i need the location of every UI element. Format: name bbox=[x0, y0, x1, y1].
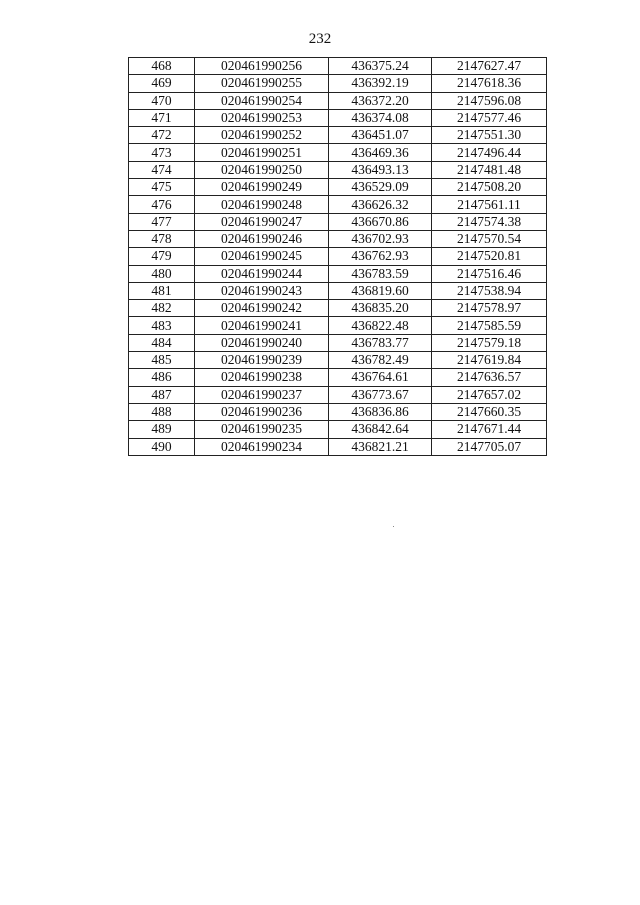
point-number-cell: 484 bbox=[129, 334, 195, 351]
point-id-cell: 020461990245 bbox=[195, 248, 329, 265]
point-number-cell: 471 bbox=[129, 109, 195, 126]
table-row bbox=[129, 386, 547, 403]
x-coordinate-cell: 436762.93 bbox=[329, 248, 432, 265]
point-id-cell: 020461990241 bbox=[195, 317, 329, 334]
x-coordinate-cell: 436670.86 bbox=[329, 213, 432, 230]
table-row bbox=[129, 438, 547, 455]
y-coordinate-cell: 2147578.97 bbox=[432, 300, 547, 317]
y-coordinate-cell: 2147570.54 bbox=[432, 230, 547, 247]
table-row bbox=[129, 282, 547, 299]
page-number: 232 bbox=[308, 31, 332, 47]
point-number-cell: 478 bbox=[129, 230, 195, 247]
point-id-cell: 020461990254 bbox=[195, 92, 329, 109]
point-number-cell: 474 bbox=[129, 161, 195, 178]
x-coordinate-cell: 436493.13 bbox=[329, 161, 432, 178]
table-row bbox=[129, 75, 547, 92]
point-id-cell: 020461990248 bbox=[195, 196, 329, 213]
point-id-cell: 020461990253 bbox=[195, 109, 329, 126]
point-number-cell: 470 bbox=[129, 92, 195, 109]
table-row bbox=[129, 213, 547, 230]
y-coordinate-cell: 2147618.36 bbox=[432, 75, 547, 92]
point-number-cell: 485 bbox=[129, 352, 195, 369]
point-id-cell: 020461990249 bbox=[195, 179, 329, 196]
point-id-cell: 020461990243 bbox=[195, 282, 329, 299]
point-id-cell: 020461990246 bbox=[195, 230, 329, 247]
y-coordinate-cell: 2147561.11 bbox=[432, 196, 547, 213]
point-id-cell: 020461990239 bbox=[195, 352, 329, 369]
coordinates-table-body bbox=[129, 58, 547, 456]
y-coordinate-cell: 2147508.20 bbox=[432, 179, 547, 196]
y-coordinate-cell: 2147596.08 bbox=[432, 92, 547, 109]
point-id-cell: 020461990244 bbox=[195, 265, 329, 282]
point-number-cell: 469 bbox=[129, 75, 195, 92]
x-coordinate-cell: 436822.48 bbox=[329, 317, 432, 334]
y-coordinate-cell: 2147574.38 bbox=[432, 213, 547, 230]
table-row bbox=[129, 317, 547, 334]
y-coordinate-cell: 2147585.59 bbox=[432, 317, 547, 334]
point-id-cell: 020461990252 bbox=[195, 127, 329, 144]
point-number-cell: 482 bbox=[129, 300, 195, 317]
y-coordinate-cell: 2147627.47 bbox=[432, 58, 547, 75]
table-row bbox=[129, 369, 547, 386]
point-number-cell: 476 bbox=[129, 196, 195, 213]
x-coordinate-cell: 436469.36 bbox=[329, 144, 432, 161]
x-coordinate-cell: 436836.86 bbox=[329, 403, 432, 420]
table-row bbox=[129, 127, 547, 144]
point-id-cell: 020461990240 bbox=[195, 334, 329, 351]
x-coordinate-cell: 436451.07 bbox=[329, 127, 432, 144]
point-number-cell: 490 bbox=[129, 438, 195, 455]
point-number-cell: 468 bbox=[129, 58, 195, 75]
y-coordinate-cell: 2147516.46 bbox=[432, 265, 547, 282]
x-coordinate-cell: 436374.08 bbox=[329, 109, 432, 126]
x-coordinate-cell: 436764.61 bbox=[329, 369, 432, 386]
x-coordinate-cell: 436821.21 bbox=[329, 438, 432, 455]
x-coordinate-cell: 436819.60 bbox=[329, 282, 432, 299]
point-id-cell: 020461990251 bbox=[195, 144, 329, 161]
point-number-cell: 472 bbox=[129, 127, 195, 144]
x-coordinate-cell: 436529.09 bbox=[329, 179, 432, 196]
coordinates-table bbox=[128, 57, 547, 456]
point-number-cell: 486 bbox=[129, 369, 195, 386]
point-number-cell: 477 bbox=[129, 213, 195, 230]
table-row bbox=[129, 421, 547, 438]
table-row bbox=[129, 109, 547, 126]
table-row bbox=[129, 352, 547, 369]
table-row bbox=[129, 58, 547, 75]
y-coordinate-cell: 2147636.57 bbox=[432, 369, 547, 386]
point-id-cell: 020461990256 bbox=[195, 58, 329, 75]
point-number-cell: 483 bbox=[129, 317, 195, 334]
x-coordinate-cell: 436783.77 bbox=[329, 334, 432, 351]
point-number-cell: 487 bbox=[129, 386, 195, 403]
point-number-cell: 475 bbox=[129, 179, 195, 196]
point-number-cell: 489 bbox=[129, 421, 195, 438]
table-row bbox=[129, 161, 547, 178]
table-row bbox=[129, 179, 547, 196]
point-id-cell: 020461990247 bbox=[195, 213, 329, 230]
y-coordinate-cell: 2147577.46 bbox=[432, 109, 547, 126]
y-coordinate-cell: 2147619.84 bbox=[432, 352, 547, 369]
y-coordinate-cell: 2147496.44 bbox=[432, 144, 547, 161]
y-coordinate-cell: 2147520.81 bbox=[432, 248, 547, 265]
point-number-cell: 488 bbox=[129, 403, 195, 420]
x-coordinate-cell: 436773.67 bbox=[329, 386, 432, 403]
scan-speck bbox=[393, 526, 394, 527]
x-coordinate-cell: 436783.59 bbox=[329, 265, 432, 282]
y-coordinate-cell: 2147660.35 bbox=[432, 403, 547, 420]
x-coordinate-cell: 436842.64 bbox=[329, 421, 432, 438]
table-row bbox=[129, 92, 547, 109]
x-coordinate-cell: 436702.93 bbox=[329, 230, 432, 247]
table-row bbox=[129, 265, 547, 282]
table-row bbox=[129, 196, 547, 213]
point-number-cell: 480 bbox=[129, 265, 195, 282]
x-coordinate-cell: 436375.24 bbox=[329, 58, 432, 75]
table-row bbox=[129, 334, 547, 351]
point-number-cell: 481 bbox=[129, 282, 195, 299]
x-coordinate-cell: 436392.19 bbox=[329, 75, 432, 92]
point-id-cell: 020461990236 bbox=[195, 403, 329, 420]
table-row bbox=[129, 144, 547, 161]
table-row bbox=[129, 300, 547, 317]
point-number-cell: 479 bbox=[129, 248, 195, 265]
point-id-cell: 020461990235 bbox=[195, 421, 329, 438]
y-coordinate-cell: 2147671.44 bbox=[432, 421, 547, 438]
point-id-cell: 020461990250 bbox=[195, 161, 329, 178]
x-coordinate-cell: 436372.20 bbox=[329, 92, 432, 109]
point-id-cell: 020461990242 bbox=[195, 300, 329, 317]
point-id-cell: 020461990234 bbox=[195, 438, 329, 455]
table-row bbox=[129, 230, 547, 247]
y-coordinate-cell: 2147579.18 bbox=[432, 334, 547, 351]
x-coordinate-cell: 436626.32 bbox=[329, 196, 432, 213]
y-coordinate-cell: 2147551.30 bbox=[432, 127, 547, 144]
point-id-cell: 020461990238 bbox=[195, 369, 329, 386]
y-coordinate-cell: 2147481.48 bbox=[432, 161, 547, 178]
point-id-cell: 020461990237 bbox=[195, 386, 329, 403]
x-coordinate-cell: 436835.20 bbox=[329, 300, 432, 317]
y-coordinate-cell: 2147657.02 bbox=[432, 386, 547, 403]
point-number-cell: 473 bbox=[129, 144, 195, 161]
table-row bbox=[129, 248, 547, 265]
y-coordinate-cell: 2147705.07 bbox=[432, 438, 547, 455]
y-coordinate-cell: 2147538.94 bbox=[432, 282, 547, 299]
x-coordinate-cell: 436782.49 bbox=[329, 352, 432, 369]
table-row bbox=[129, 403, 547, 420]
point-id-cell: 020461990255 bbox=[195, 75, 329, 92]
